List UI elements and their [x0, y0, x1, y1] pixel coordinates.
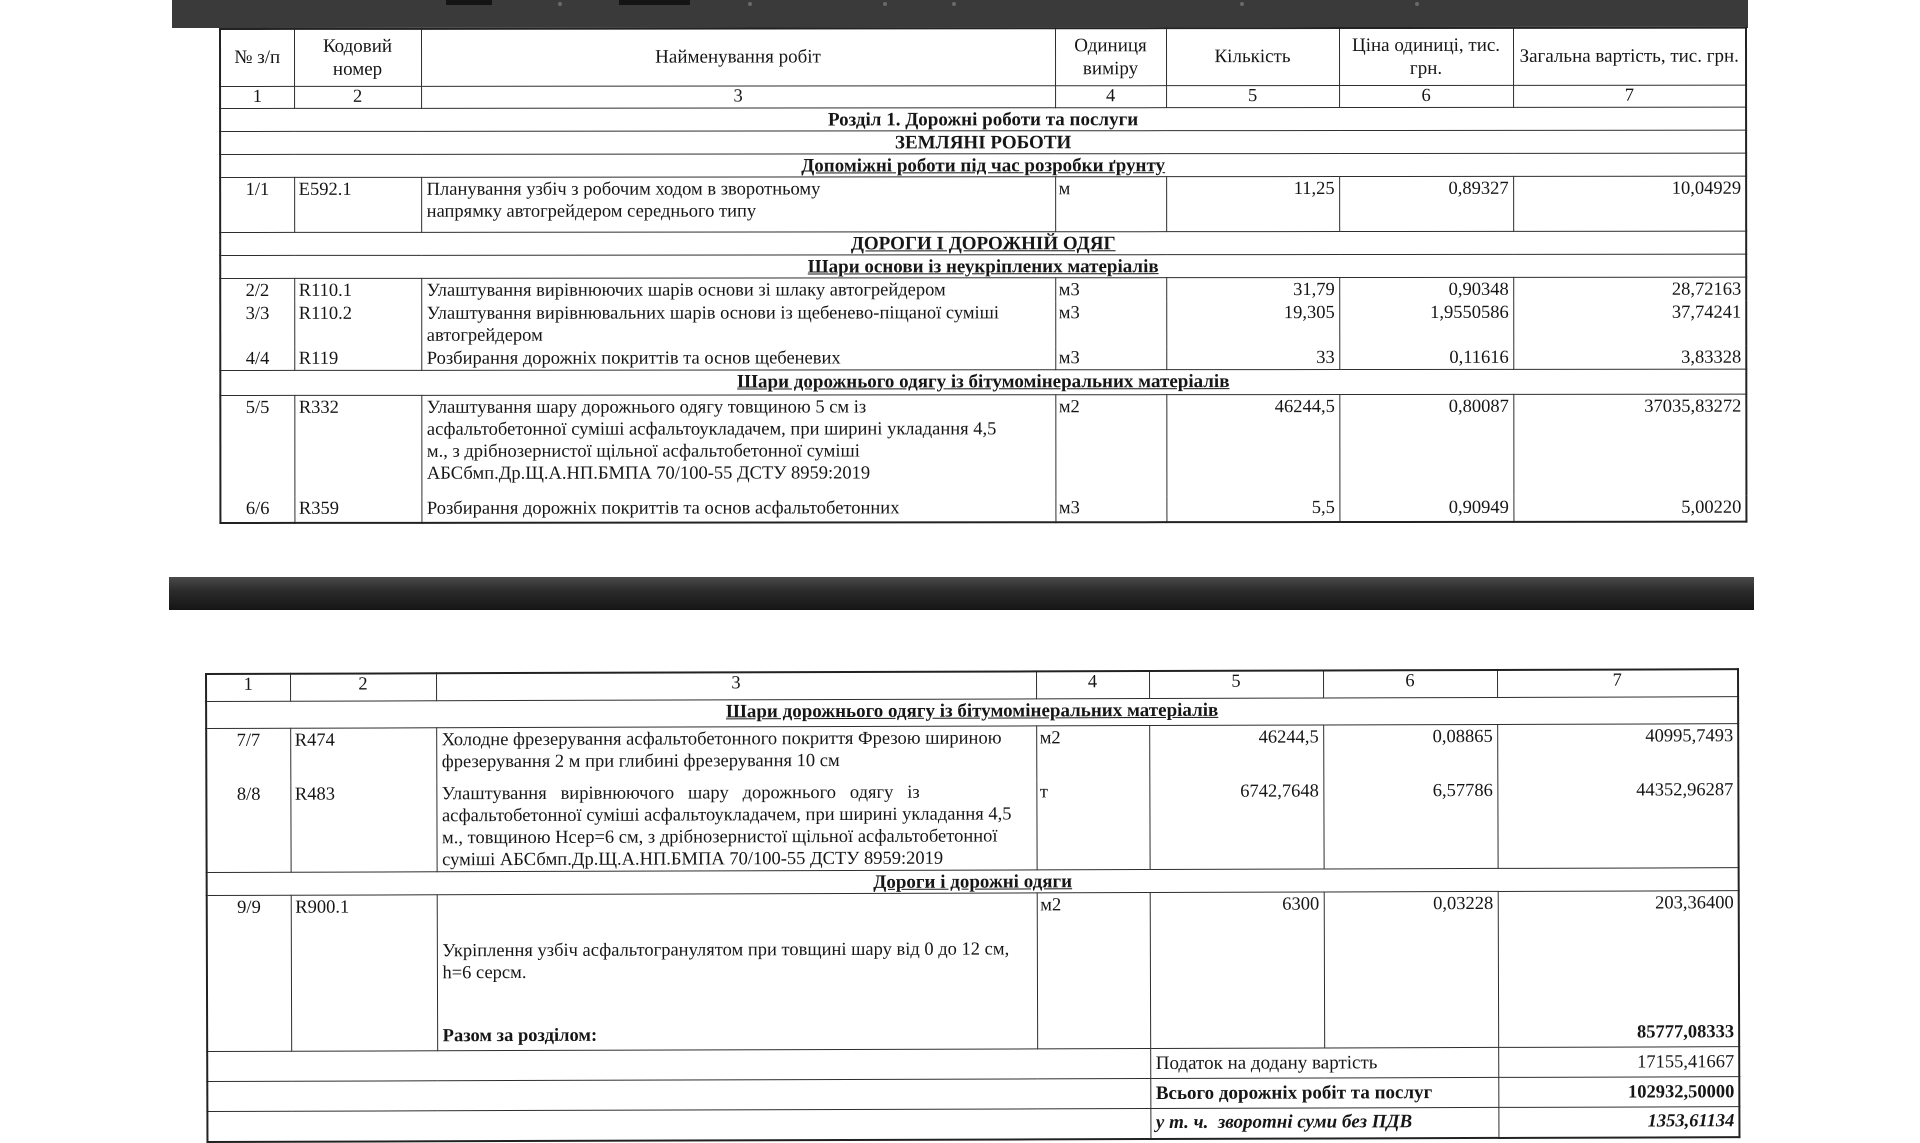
col-number: 1 — [220, 86, 294, 108]
col-number: 2 — [294, 86, 421, 108]
col-number: 4 — [1055, 85, 1166, 107]
empty-cell — [207, 1049, 1150, 1082]
row-price-cell: 0,03228 — [1324, 891, 1498, 1048]
row-qty-cell: 6742,7648 — [1149, 779, 1323, 869]
vat-label: Податок на додану вартість — [1150, 1047, 1498, 1078]
row-unit-cell: м3 — [1055, 346, 1166, 370]
row-unit-cell: м2 — [1037, 893, 1150, 1049]
grand-total-row — [207, 1077, 1739, 1112]
row-num-cell: 9/9 — [207, 895, 291, 1051]
toolbar-remnant-icon — [619, 0, 690, 5]
vat-value: 17155,41667 — [1498, 1047, 1739, 1078]
row-unit-cell: м3 — [1055, 301, 1166, 346]
row-qty-cell: 46244,5 — [1149, 724, 1323, 780]
row-num-cell: 1/1 — [220, 177, 294, 232]
col-header-price: Ціна одиниці, тис. грн. — [1339, 28, 1513, 85]
row-price-cell: 0,90949 — [1339, 495, 1513, 521]
col-header-num: № з/п — [220, 29, 294, 86]
row-unit-cell: м2 — [1055, 395, 1166, 496]
row-code-cell: R110.2 — [294, 301, 421, 346]
row-description: Укріплення узбіч асфальтогранулятом при товщині шару від 0 до 12 см, h=6 серсм. — [442, 939, 1010, 984]
estimate-row-2 — [220, 277, 1746, 302]
row-name-cell — [437, 893, 1037, 1051]
col-number: 6 — [1323, 670, 1497, 698]
row-unit-cell: т — [1036, 780, 1149, 870]
row-total-cell — [1498, 891, 1739, 1048]
col-number: 3 — [436, 671, 1036, 700]
row-total-cell: 40995,7493 — [1497, 723, 1738, 779]
row-code-cell: R359 — [294, 496, 421, 522]
estimate-row-4 — [220, 345, 1746, 370]
col-number: 7 — [1513, 85, 1746, 107]
row-total-cell: 44352,96287 — [1497, 778, 1738, 868]
section-header-zemlyani-roboty: ЗЕМЛЯНІ РОБОТИ — [220, 130, 1746, 154]
row-total-cell: 10,04929 — [1513, 176, 1746, 231]
row-price-cell: 0,11616 — [1339, 345, 1513, 369]
empty-cell — [207, 1079, 1150, 1112]
estimate-row-1 — [220, 176, 1746, 232]
estimate-row-8 — [206, 778, 1738, 872]
row-total-cell: 37,74241 — [1513, 300, 1746, 345]
section-header-dopomizhni-roboty: Допоміжні роботи під час розробки ґрунту — [220, 153, 1746, 177]
row-name-cell: Улаштування вирівнювальних шарів основи із щебенево-піщаної суміші автогрейдером — [421, 301, 1055, 347]
toolbar-remnant-dot — [1240, 2, 1244, 6]
row-price-cell: 0,80087 — [1339, 394, 1513, 495]
row-unit-cell: м2 — [1036, 725, 1149, 780]
row-qty-cell: 11,25 — [1166, 176, 1339, 231]
column-number-row — [220, 85, 1746, 108]
col-header-qty: Кількість — [1166, 28, 1339, 85]
row-qty-cell: 6300 — [1150, 892, 1324, 1049]
vat-row — [207, 1047, 1739, 1082]
estimate-row-3 — [220, 300, 1746, 346]
row-total-cell: 5,00220 — [1513, 495, 1746, 521]
row-qty-cell: 19,305 — [1166, 301, 1339, 346]
col-header-total: Загальна вартість, тис. грн. — [1513, 28, 1746, 85]
row-price-cell: 0,89327 — [1339, 176, 1513, 231]
estimate-row-5 — [220, 394, 1746, 496]
row-num-cell: 6/6 — [220, 496, 294, 522]
row-total-value: 203,36400 — [1655, 893, 1734, 914]
col-number: 3 — [421, 85, 1055, 108]
estimate-row-9 — [207, 891, 1739, 1052]
row-price-cell: 0,90348 — [1339, 277, 1513, 301]
row-price-cell: 0,08865 — [1323, 724, 1497, 780]
row-name-cell: Улаштування вирівнюючого шару дорожнього одягу із асфальтобетонної суміші асфальтоукладачем, при ширині укладання 4,5 м., товщиною Нсер=6 см, з дрібнозернистої щільної асфальтобетонної суміші АБСбмп.Др.Щ.А.НП.БМПА 70/100-55 ДСТУ 8959:2019 — [436, 780, 1036, 871]
row-name-cell: Улаштування шару дорожнього одягу товщиною 5 см із асфальтобетонної суміші асфальтоукладачем, при ширині укладання 4,5 м., з дрібнозернистої щільної асфальтобетонної суміші АБСбмп.Др.Щ.А.НП.БМПА 70/100-55 ДСТУ 8959:2019 — [421, 395, 1055, 497]
row-total-cell: 37035,83272 — [1513, 394, 1746, 495]
row-qty-cell: 31,79 — [1166, 277, 1339, 301]
row-code-cell: R332 — [294, 395, 421, 496]
col-number: 5 — [1149, 670, 1323, 698]
col-header-name: Найменування робіт — [421, 28, 1055, 86]
section-header-shary-osnovy: Шари основи із неукріплених матеріалів — [220, 254, 1746, 278]
row-name-cell: Планування узбіч з робочим ходом в зворотньому напрямку автогрейдером середнього типу — [421, 176, 1055, 232]
row-name-cell: Холодне фрезерування асфальтобетонного покриття Фрезою шириною фрезерування 2 м при глибині фрезерування 10 см — [436, 725, 1036, 782]
row-qty-cell: 33 — [1166, 346, 1339, 370]
row-price-cell: 6,57786 — [1323, 779, 1497, 869]
row-code-cell: E592.1 — [294, 177, 421, 232]
row-total-cell: 28,72163 — [1513, 277, 1746, 301]
estimate-row-6 — [220, 495, 1746, 522]
estimate-row-7 — [206, 723, 1738, 783]
row-code-cell: R119 — [294, 346, 421, 370]
return-sums-row — [207, 1107, 1739, 1142]
page-break-bar-top — [172, 0, 1748, 28]
col-number: 4 — [1036, 671, 1149, 698]
grand-total-label: Всього дорожніх робіт та послуг — [1150, 1077, 1498, 1108]
estimate-table-page1 — [219, 27, 1747, 524]
row-unit-cell: м — [1055, 176, 1166, 231]
row-num-cell: 2/2 — [220, 278, 294, 302]
toolbar-remnant-dot — [748, 2, 752, 6]
row-name-cell: Розбирання дорожніх покриттів та основ асфальтобетонних — [421, 496, 1055, 523]
return-sums-value: 1353,61134 — [1498, 1107, 1739, 1138]
row-num-cell: 8/8 — [206, 783, 290, 873]
page-break-bar-middle — [169, 577, 1754, 610]
section-header-rozdil1: Розділ 1. Дорожні роботи та послуги — [220, 107, 1746, 131]
row-price-cell: 1,9550586 — [1339, 300, 1513, 345]
section-subtotal-label: Разом за розділом: — [442, 1025, 598, 1047]
col-number: 6 — [1339, 85, 1513, 107]
row-qty-cell: 46244,5 — [1166, 395, 1339, 496]
section-header-dorogy-odyahy: Дороги і дорожні одяги — [207, 868, 1739, 896]
row-code-cell: R110.1 — [294, 278, 421, 302]
section-header-shary-odyahu-2: Шари дорожнього одягу із бітумомінеральних матеріалів — [206, 696, 1738, 728]
empty-cell — [207, 1109, 1150, 1142]
row-unit-cell: м3 — [1055, 277, 1166, 301]
row-total-cell: 3,83328 — [1513, 345, 1746, 369]
row-num-cell: 4/4 — [220, 346, 294, 370]
toolbar-remnant-dot — [952, 2, 956, 6]
col-header-unit: Одиниця виміру — [1055, 28, 1166, 85]
estimate-table-page2 — [205, 668, 1740, 1142]
col-header-code: Кодовий номер — [294, 29, 421, 86]
row-code-cell: R483 — [290, 782, 436, 872]
row-name-cell: Розбирання дорожніх покриттів та основ щебеневих — [421, 346, 1055, 371]
col-number: 7 — [1497, 669, 1738, 697]
table-header-row — [220, 28, 1746, 86]
row-code-cell: R474 — [290, 727, 436, 782]
section-header-dorogy-odyag: ДОРОГИ І ДОРОЖНІЙ ОДЯГ — [220, 231, 1746, 255]
row-qty-cell: 5,5 — [1166, 496, 1339, 522]
toolbar-remnant-dot — [558, 2, 562, 6]
section-subtotal-value: 85777,08333 — [1636, 1022, 1735, 1043]
row-code-cell: R900.1 — [291, 895, 437, 1051]
row-name-cell: Улаштування вирівнюючих шарів основи зі шлаку автогрейдером — [421, 277, 1055, 301]
col-number: 5 — [1166, 85, 1339, 107]
col-number: 2 — [290, 673, 436, 700]
section-header-shary-odyahu: Шари дорожнього одягу із бітумомінеральних матеріалів — [220, 369, 1746, 395]
row-num-cell: 5/5 — [220, 395, 294, 496]
row-num-cell: 7/7 — [206, 728, 290, 783]
toolbar-remnant-icon — [446, 0, 492, 5]
row-unit-cell: м3 — [1055, 496, 1166, 522]
col-number: 1 — [206, 674, 290, 701]
grand-total-value: 102932,50000 — [1498, 1077, 1739, 1108]
row-num-cell: 3/3 — [220, 301, 294, 346]
toolbar-remnant-dot — [883, 2, 887, 6]
return-sums-label: у т. ч. зворотні суми без ПДВ — [1150, 1107, 1498, 1138]
toolbar-remnant-dot — [1415, 2, 1419, 6]
